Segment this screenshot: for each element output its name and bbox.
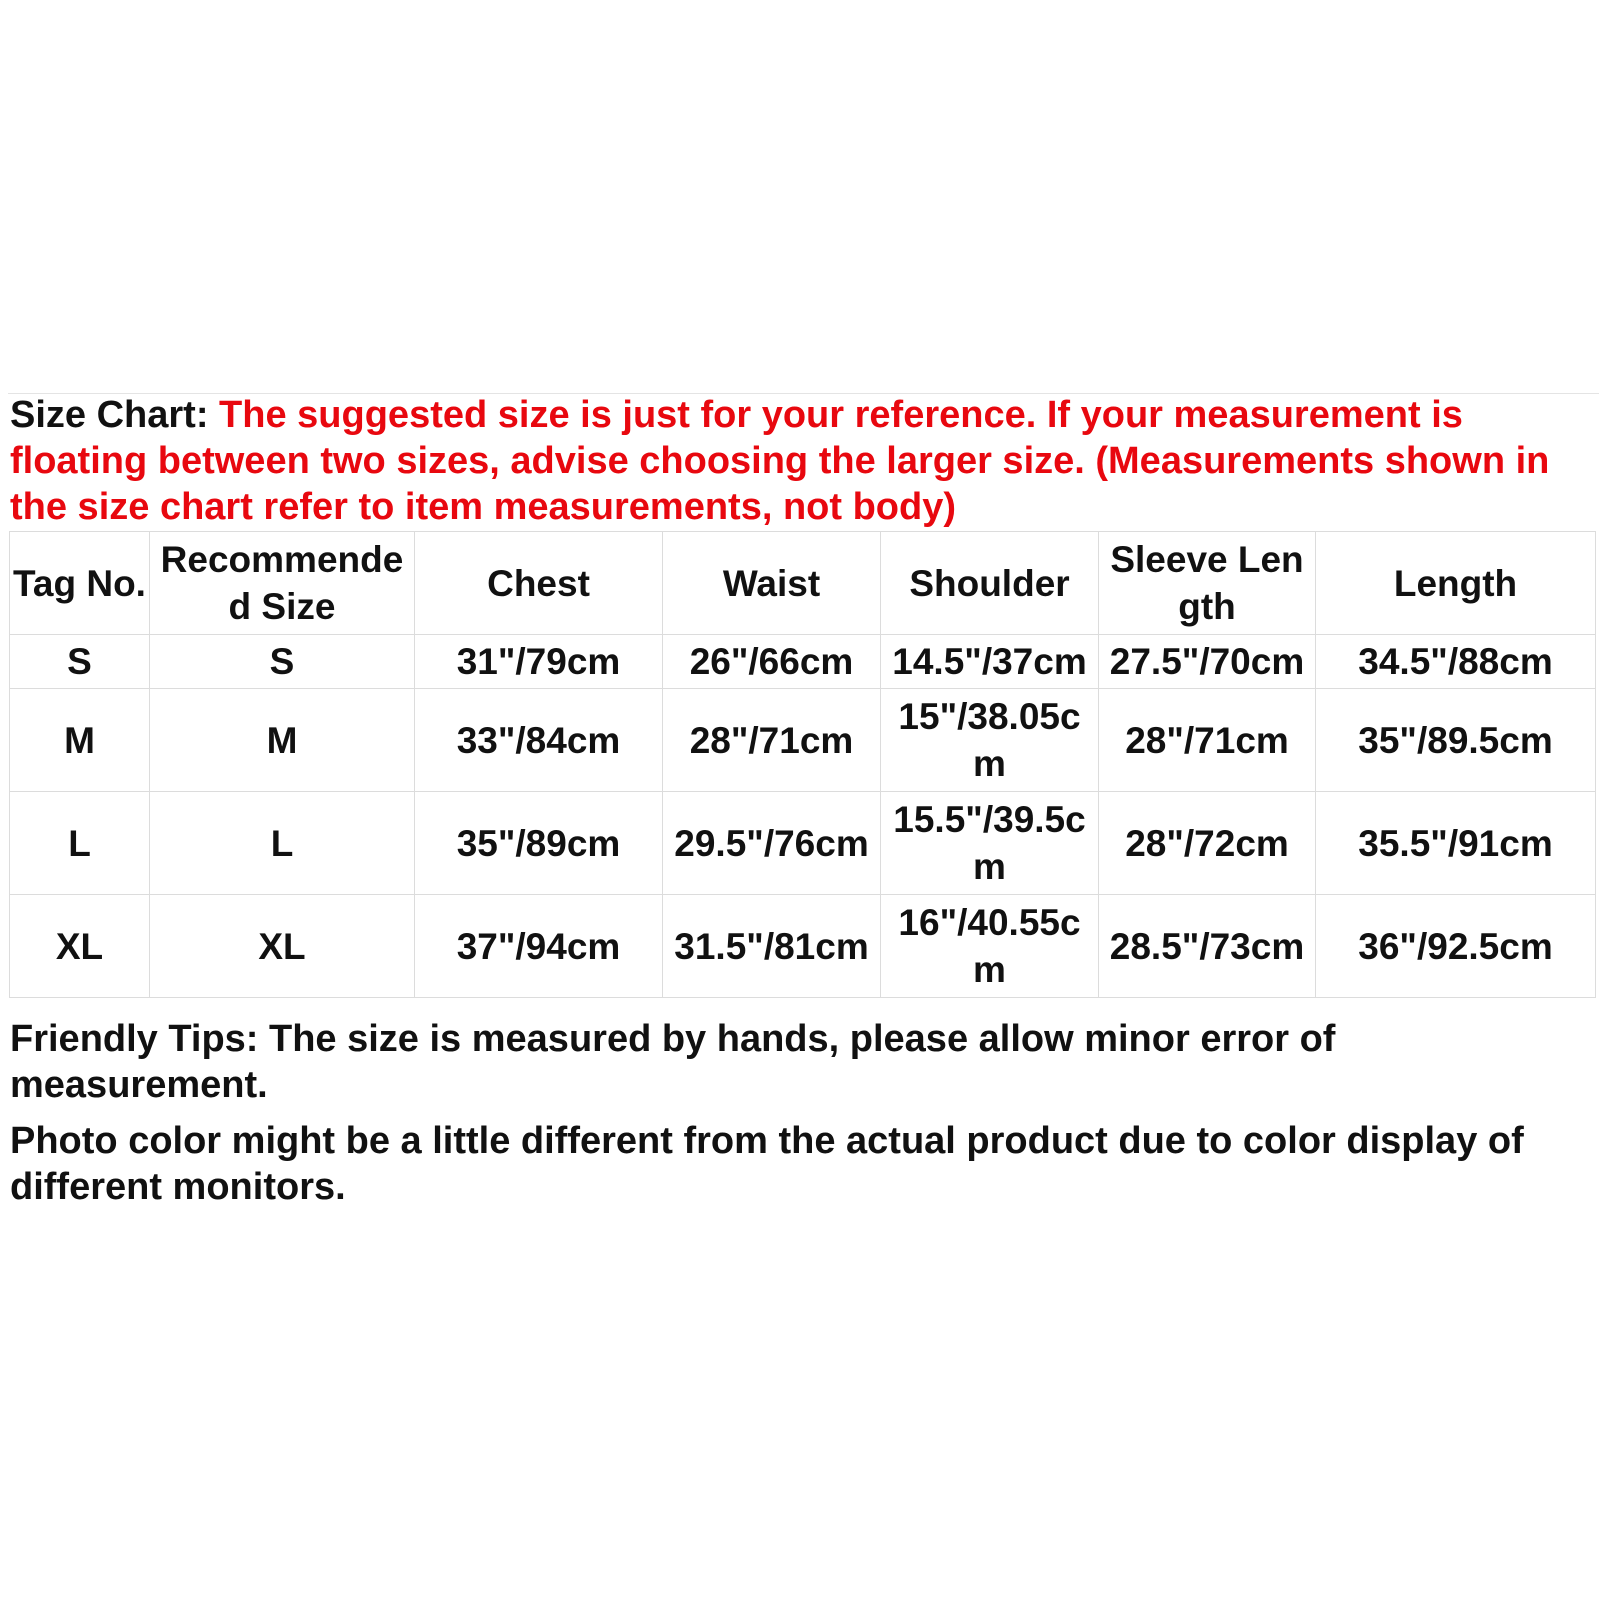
table-row xyxy=(10,635,1596,689)
cell-waist: 31.5"/81cm xyxy=(663,895,881,998)
cell-tag-no: XL xyxy=(10,895,150,998)
cell-chest: 33"/84cm xyxy=(415,689,663,792)
cell-sleeve-length: 28"/72cm xyxy=(1099,792,1316,895)
table-header-row xyxy=(10,532,1596,635)
cell-recommended-size: L xyxy=(150,792,415,895)
cell-tag-no: L xyxy=(10,792,150,895)
cell-shoulder: 15"/38.05cm xyxy=(881,689,1099,792)
size-table xyxy=(9,531,1596,998)
cell-shoulder: 14.5"/37cm xyxy=(881,635,1099,689)
cell-sleeve-length: 28.5"/73cm xyxy=(1099,895,1316,998)
size-chart-label: Size Chart: xyxy=(10,394,220,436)
table-row xyxy=(10,792,1596,895)
cell-length: 36"/92.5cm xyxy=(1316,895,1596,998)
column-header-tag-no: Tag No. xyxy=(10,532,150,635)
size-chart-heading xyxy=(10,392,1595,530)
cell-waist: 29.5"/76cm xyxy=(663,792,881,895)
cell-waist: 28"/71cm xyxy=(663,689,881,792)
column-header-length: Length xyxy=(1316,532,1596,635)
cell-chest: 37"/94cm xyxy=(415,895,663,998)
size-chart-notice: The suggested size is just for your reference. If your measurement is floating between two sizes, advise choosing the larger size. (Measurements shown in the size chart refer to item measurements, not body) xyxy=(10,394,1550,528)
cell-recommended-size: M xyxy=(150,689,415,792)
cell-shoulder: 15.5"/39.5cm xyxy=(881,792,1099,895)
cell-shoulder: 16"/40.55cm xyxy=(881,895,1099,998)
cell-length: 34.5"/88cm xyxy=(1316,635,1596,689)
column-header-waist: Waist xyxy=(663,532,881,635)
cell-recommended-size: XL xyxy=(150,895,415,998)
cell-recommended-size: S xyxy=(150,635,415,689)
column-header-recommended-size: Recommended Size xyxy=(150,532,415,635)
table-row xyxy=(10,895,1596,998)
column-header-sleeve-length: Sleeve Length xyxy=(1099,532,1316,635)
cell-tag-no: M xyxy=(10,689,150,792)
cell-sleeve-length: 28"/71cm xyxy=(1099,689,1316,792)
cell-sleeve-length: 27.5"/70cm xyxy=(1099,635,1316,689)
table-row xyxy=(10,689,1596,792)
cell-length: 35.5"/91cm xyxy=(1316,792,1596,895)
column-header-shoulder: Shoulder xyxy=(881,532,1099,635)
cell-chest: 31"/79cm xyxy=(415,635,663,689)
column-header-chest: Chest xyxy=(415,532,663,635)
cell-chest: 35"/89cm xyxy=(415,792,663,895)
cell-waist: 26"/66cm xyxy=(663,635,881,689)
friendly-tips-text: Friendly Tips: The size is measured by hands, please allow minor error of measurement. xyxy=(10,1018,1336,1106)
cell-tag-no: S xyxy=(10,635,150,689)
photo-color-note: Photo color might be a little different from the actual product due to color display of different monitors. xyxy=(10,1120,1524,1208)
cell-length: 35"/89.5cm xyxy=(1316,689,1596,792)
